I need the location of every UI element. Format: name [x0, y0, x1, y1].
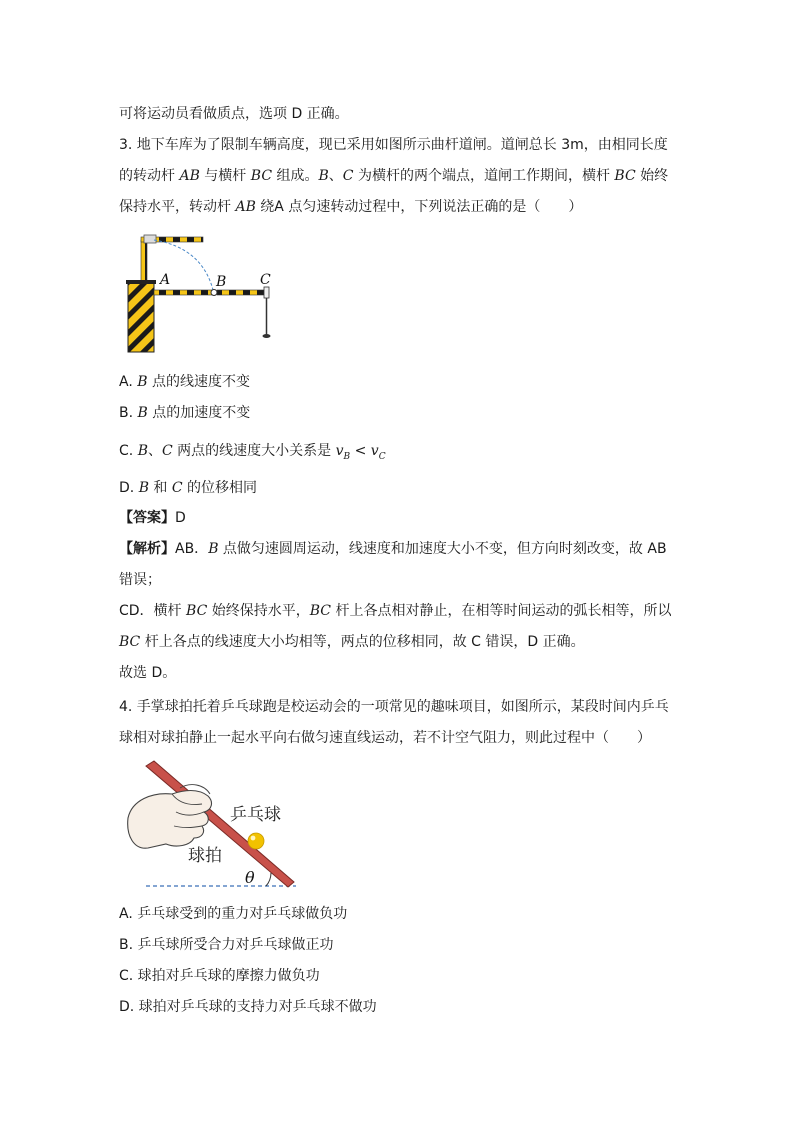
text-span: 绕A 点匀速转动过程中，下列说法正确的是（ ）	[255, 199, 583, 215]
q3-analysis-line-3	[119, 601, 671, 621]
q4-option-a: A. 乒乓球受到的重力对乒乓球做负功	[119, 906, 348, 922]
q4-stem-line-1: 4. 手掌球拍托着乒乓球跑是校运动会的一项常见的趣味项目，如图所示，某段时间内乒乓	[119, 699, 669, 715]
text-span: 始终保持水平，	[207, 603, 310, 619]
math-B: B	[318, 168, 329, 184]
paddle-ball-figure	[118, 758, 304, 892]
text-span: 两点的线速度大小关系是	[172, 443, 336, 459]
text-span: 为横杆的两个端点，道闸工作期间，横杆	[353, 168, 615, 184]
text-span: 杆上各点的线速度大小均相等，两点的位移相同，故 C 错误，D 正确。	[140, 634, 585, 650]
q3-answer	[119, 508, 186, 528]
text-span: 与横杆	[199, 168, 251, 184]
text-span: 和	[148, 480, 172, 496]
label-C: C	[260, 272, 271, 288]
answer-label: 【答案】	[119, 510, 175, 526]
subscript-C: C	[378, 451, 386, 462]
text-span: <	[350, 443, 371, 459]
q4-option-b: B. 乒乓球所受合力对乒乓球做正功	[119, 937, 334, 953]
math-B: B	[137, 405, 148, 421]
math-BC: BC	[614, 168, 636, 184]
ping-pong-ball	[248, 833, 264, 849]
math-C: C	[171, 480, 183, 496]
crossbar-BC	[217, 290, 267, 295]
label-paddle: 球拍	[188, 846, 222, 866]
angle-arc	[266, 873, 271, 886]
text-span: 点的线速度不变	[147, 374, 250, 390]
text-span: 、	[147, 443, 162, 459]
text-span: 组成。	[272, 168, 319, 184]
math-B: B	[137, 443, 148, 459]
math-vC: v	[370, 443, 379, 459]
label-B: B	[216, 274, 227, 290]
math-AB: AB	[179, 168, 200, 184]
q3-option-c	[119, 441, 386, 467]
text-span: AB．	[175, 541, 209, 557]
q4-option-d: D. 球拍对乒乓球的支持力对乒乓球不做功	[119, 999, 377, 1015]
rotating-arm-raised	[141, 240, 147, 286]
q3-analysis-line-1	[119, 539, 667, 559]
text-span: 点做匀速圆周运动，线速度和加速度大小不变，但方向时刻改变，故 AB	[218, 541, 667, 557]
text-span: 杆上各点相对静止，在相等时间运动的弧长相等，所以	[331, 603, 672, 619]
q3-option-b	[119, 403, 250, 423]
text-span: CD．横杆	[119, 603, 187, 619]
q3-analysis-line-2: 错误；	[119, 572, 161, 588]
text-span: 保持水平，转动杆	[119, 199, 236, 215]
text-span: C.	[119, 443, 138, 459]
hand	[128, 791, 212, 849]
math-AB: AB	[235, 199, 256, 215]
arm-AB	[154, 290, 214, 295]
analysis-label: 【解析】	[119, 541, 175, 557]
answer-value: D	[175, 510, 186, 526]
prev-answer-line: 可将运动员看做质点，选项 D 正确。	[119, 106, 349, 122]
label-A: A	[160, 272, 171, 288]
math-B: B	[208, 541, 219, 557]
text-span: B.	[119, 405, 138, 421]
math-B: B	[138, 480, 149, 496]
text-span: 、	[328, 168, 343, 184]
math-BC: BC	[250, 168, 273, 184]
text-span: D.	[119, 480, 139, 496]
text-span: A.	[119, 374, 138, 390]
q3-analysis-line-5: 故选 D。	[119, 665, 177, 681]
q3-stem-line-2	[119, 166, 668, 186]
q3-option-a	[119, 372, 250, 392]
q3-stem-line-1: 3. 地下车库为了限制车辆高度，现已采用如图所示曲杆道闸。道闸总长 3m，由相同长度	[119, 137, 668, 153]
math-B: B	[137, 374, 148, 390]
text-span: 的位移相同	[182, 480, 258, 496]
barrier-gate-figure	[124, 232, 284, 356]
math-vB: v	[335, 443, 344, 459]
label-ping-pong-ball: 乒乓球	[230, 805, 281, 825]
q3-analysis-line-4	[119, 632, 585, 652]
q3-option-d	[119, 478, 257, 498]
math-BC: BC	[119, 634, 141, 650]
text-span: 点的加速度不变	[147, 405, 251, 421]
q4-stem-line-2: 球相对球拍静止一起水平向右做匀速直线运动，若不计空气阻力，则此过程中（ ）	[119, 730, 651, 746]
label-theta: θ	[245, 868, 255, 887]
math-C: C	[342, 168, 354, 184]
math-BC: BC	[186, 603, 208, 619]
math-C: C	[161, 443, 173, 459]
math-BC: BC	[309, 603, 331, 619]
joint-B	[211, 290, 217, 296]
gate-cabinet	[128, 282, 154, 352]
q4-option-c: C. 球拍对乒乓球的摩擦力做负功	[119, 968, 320, 984]
subscript-B: B	[343, 451, 351, 462]
text-span: 始终	[635, 168, 669, 184]
q3-stem-line-3	[119, 197, 582, 217]
text-span: 的转动杆	[119, 168, 180, 184]
